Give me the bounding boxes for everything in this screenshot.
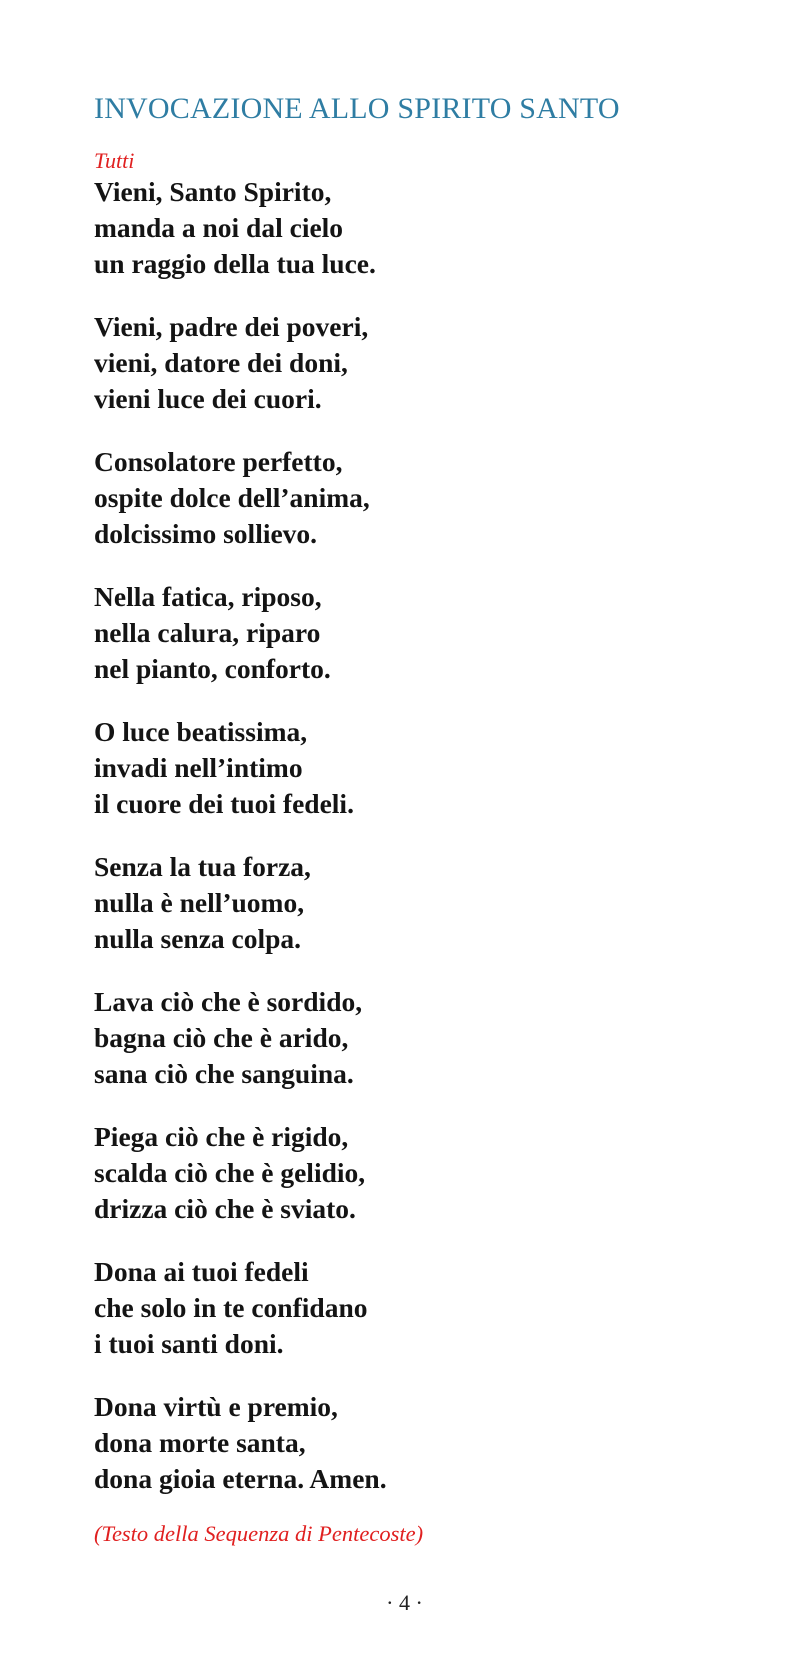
verse-line: nulla senza colpa. xyxy=(94,923,302,954)
stanza xyxy=(94,849,734,957)
verse-line: il cuore dei tuoi fedeli. xyxy=(94,788,354,819)
stanza xyxy=(94,174,734,282)
page-title: INVOCAZIONE ALLO SPIRITO SANTO xyxy=(94,92,620,125)
verse-line: scalda ciò che è gelidio, xyxy=(94,1157,366,1188)
verse-line: manda a noi dal cielo xyxy=(94,212,344,243)
verse-line: vieni luce dei cuori. xyxy=(94,383,322,414)
verse-line: drizza ciò che è sviato. xyxy=(94,1193,356,1224)
verse-line: invadi nell’intimo xyxy=(94,752,303,783)
verse-line: che solo in te confidano xyxy=(94,1292,368,1323)
verse-line: un raggio della tua luce. xyxy=(94,248,376,279)
verse-line: Lava ciò che è sordido, xyxy=(94,986,363,1017)
verse-line: nel pianto, conforto. xyxy=(94,653,331,684)
stanza xyxy=(94,444,734,552)
verse-line: Vieni, Santo Spirito, xyxy=(94,176,332,207)
verse-line: Dona ai tuoi fedeli xyxy=(94,1256,309,1287)
verse-line: nulla è nell’uomo, xyxy=(94,887,305,918)
stanza xyxy=(94,1389,734,1497)
verse-line: Dona virtù e premio, xyxy=(94,1391,338,1422)
stanza xyxy=(94,984,734,1092)
verse-line: bagna ciò che è arido, xyxy=(94,1022,349,1053)
prayer-page xyxy=(94,88,734,1549)
stanza xyxy=(94,714,734,822)
verse-line: nella calura, riparo xyxy=(94,617,321,648)
verse-line: Vieni, padre dei poveri, xyxy=(94,311,369,342)
verse-line: dona gioia eterna. Amen. xyxy=(94,1463,387,1494)
verse-line: i tuoi santi doni. xyxy=(94,1328,284,1359)
verse-line: sana ciò che sanguina. xyxy=(94,1058,354,1089)
verse-line: dona morte santa, xyxy=(94,1427,306,1458)
stanza-list xyxy=(94,174,734,1497)
stanza xyxy=(94,1119,734,1227)
page-number: · 4 · xyxy=(386,1590,423,1615)
verse-line: ospite dolce dell’anima, xyxy=(94,482,370,513)
verse-line: Piega ciò che è rigido, xyxy=(94,1121,349,1152)
speaker-rubric: Tutti xyxy=(94,148,135,173)
verse-line: O luce beatissima, xyxy=(94,716,308,747)
verse-line: vieni, datore dei doni, xyxy=(94,347,348,378)
source-note: (Testo della Sequenza di Pentecoste) xyxy=(94,1521,424,1546)
verse-line: Consolatore perfetto, xyxy=(94,446,343,477)
stanza xyxy=(94,1254,734,1362)
verse-line: Nella fatica, riposo, xyxy=(94,581,322,612)
verse-line: dolcissimo sollievo. xyxy=(94,518,318,549)
verse-line: Senza la tua forza, xyxy=(94,851,311,882)
stanza xyxy=(94,579,734,687)
stanza xyxy=(94,309,734,417)
